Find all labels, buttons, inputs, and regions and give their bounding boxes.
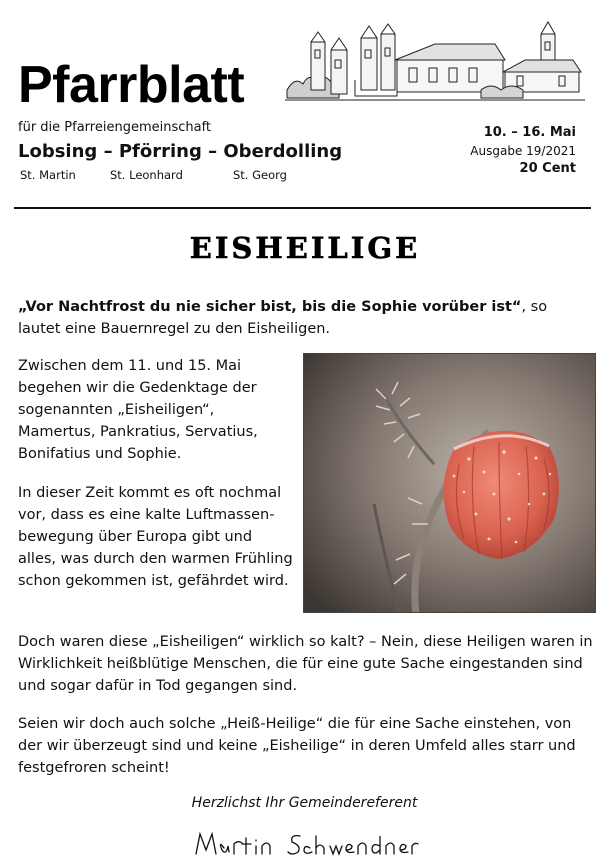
handwritten-signature [190, 820, 420, 866]
parish-names: Lobsing – Pförring – Oberdolling [18, 141, 343, 162]
church-illustration [285, 20, 585, 106]
issue-price: 20 Cent [519, 161, 576, 176]
paragraph-2: In dieser Zeit kommt es oft nochmal vor, dass es eine kalte Luftmassen-bewegung über Europa gibt und alles, was durch den warmen Frühling schon gekommen ist, gefährdet wird. [18, 485, 293, 589]
heading-blackletter [140, 230, 470, 266]
intro-rest: , so lautet eine Bauernregel zu den Eisheiligen. [18, 299, 548, 337]
paragraph-3: Doch waren diese „Eisheiligen“ wirklich so kalt? – Nein, diese Heiligen waren in Wirklichkeit heißblütige Menschen, die für eine gute Sache eingestanden sind und sogar dafür in Tod gegangen sind. [18, 634, 593, 694]
saint-label: St. Leonhard [110, 168, 183, 182]
saint-label: St. Martin [20, 168, 76, 182]
closing-greeting: Herzlichst Ihr Gemeindereferent [191, 795, 418, 811]
intro-paragraph [18, 296, 593, 340]
masthead-subtitle: für die Pfarreiengemeinschaft [18, 120, 212, 135]
paragraph-1: Zwischen dem 11. und 15. Mai begehen wir die Gedenktage der sogenannten „Eisheiligen“, Mamertus, Pankratius, Servatius, Bonifatius und Sophie. [18, 358, 258, 462]
issue-info [470, 124, 576, 178]
frost-flower-photo [303, 353, 596, 613]
masthead-title: Pfarrblatt [18, 56, 245, 114]
header-divider [14, 207, 591, 209]
issue-dates: 10. – 16. Mai [483, 125, 576, 140]
article-heading [0, 230, 609, 276]
article-heading-text: EISHEILIGE [189, 231, 420, 265]
saint-label: St. Georg [233, 168, 287, 182]
issue-edition: Ausgabe 19/2021 [470, 144, 576, 158]
paragraph-4: Seien wir doch auch solche „Heiß-Heilige“ die für eine Sache einstehen, von der wir überzeugt sind und keine „Eisheilige“ in deren Umfeld alles starr und festgefroren scheint! [18, 716, 576, 776]
intro-quote: „Vor Nachtfrost du nie sicher bist, bis die Sophie vorüber ist“ [18, 299, 522, 315]
